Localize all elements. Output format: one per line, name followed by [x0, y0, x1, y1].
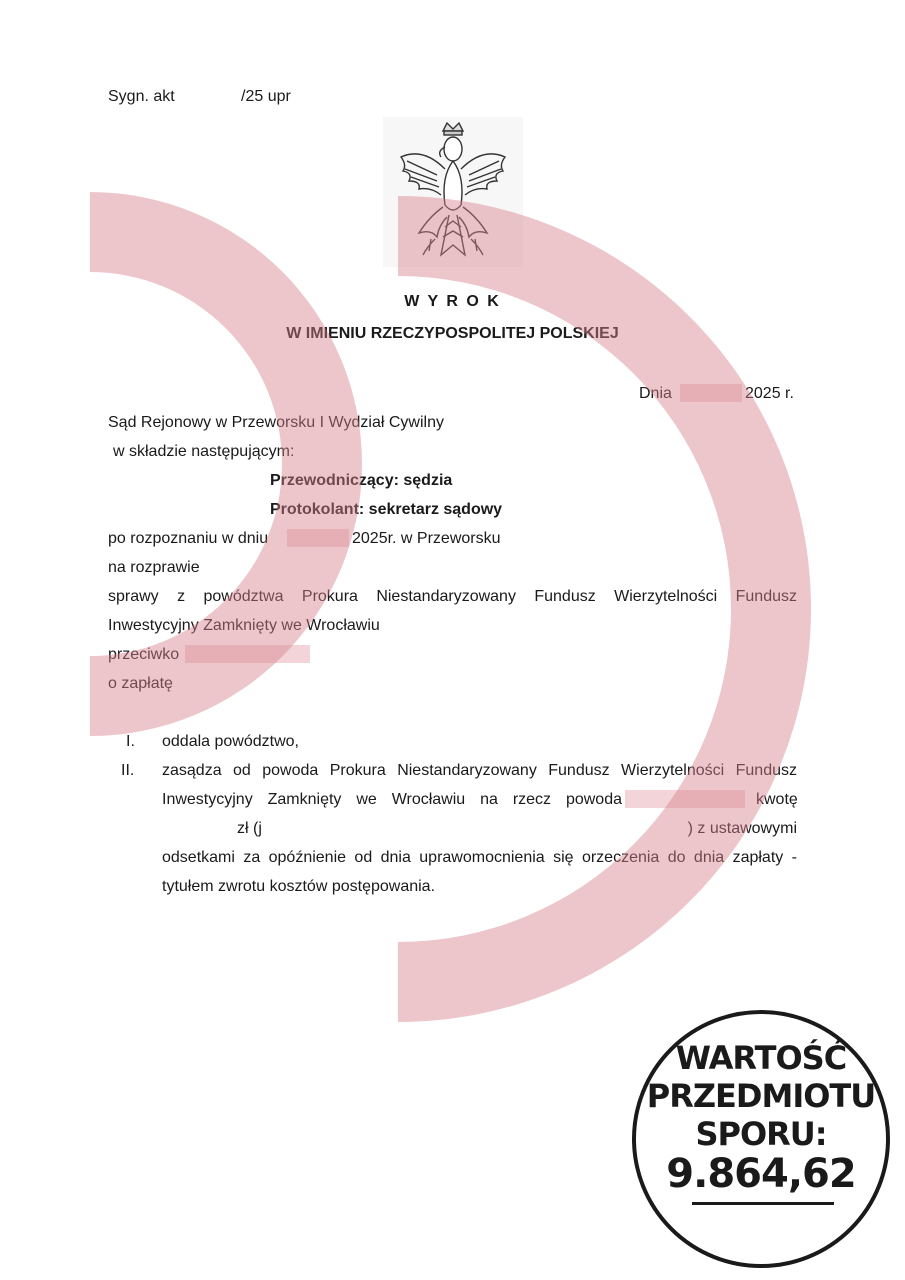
ruling-item-line: zasądza od powoda Prokura Niestandaryzowany Fundusz Wierzytelności Fundusz [162, 762, 797, 779]
case-parties-line2: Inwestycyjny Zamknięty we Wrocławiu [108, 617, 380, 634]
court-composition: w składzie następującym: [113, 443, 295, 460]
date-prefix: Dnia [639, 385, 672, 402]
dispute-value-stamp [632, 1010, 890, 1268]
case-subject: o zapłatę [108, 675, 173, 692]
hearing-type: na rozprawie [108, 559, 200, 576]
ruling-item-line: odsetkami za opóźnienie od dnia uprawomocnienia się orzeczenia do dnia zapłaty - [162, 849, 797, 866]
ruling-amount-start: zł (j [237, 820, 262, 837]
stamp-underline [692, 1202, 834, 1205]
ruling-item-number: I. [126, 733, 135, 750]
court-name: Sąd Rejonowy w Przeworsku I Wydział Cywilny [108, 414, 444, 431]
judgment-subtitle: W IMIENIU RZECZYPOSPOLITEJ POLSKIEJ [286, 325, 619, 342]
hearing-date-prefix: po rozpoznaniu w dniu [108, 530, 269, 547]
defendant-label: przeciwko [108, 646, 180, 663]
ruling-amount-end: ) z ustawowymi [687, 820, 797, 837]
ruling-item-line: Inwestycyjny Zamknięty we Wrocławiu na rzecz powoda [162, 791, 622, 808]
court-clerk: Protokolant: sekretarz sądowy [270, 501, 503, 518]
stamp-value: 9.864,62 [666, 1151, 856, 1197]
presiding-judge: Przewodniczący: sędzia [270, 472, 453, 489]
date-suffix: 2025 r. [745, 385, 794, 402]
case-parties-line1: sprawy z powództwa Prokura Niestandaryzowany Fundusz Wierzytelności Fundusz [108, 588, 797, 605]
stamp-line-1: WARTOŚĆ [675, 1039, 847, 1077]
ruling-item-line-end: kwotę [756, 791, 798, 808]
case-signature-suffix: /25 upr [241, 88, 291, 105]
redaction-date [680, 384, 742, 402]
ruling-item-line: tytułem zwrotu kosztów postępowania. [162, 878, 436, 895]
redaction-plaintiff [625, 790, 745, 808]
judgment-title: W Y R O K [404, 293, 501, 310]
case-signature-prefix: Sygn. akt [108, 88, 175, 105]
stamp-line-2: PRZEDMIOTU [646, 1077, 876, 1115]
hearing-date-suffix: 2025r. w Przeworsku [352, 530, 501, 547]
stamp-line-3: SPORU: [695, 1115, 827, 1153]
polish-eagle-emblem-icon [383, 117, 523, 267]
redaction-hearing-date [287, 529, 349, 547]
ruling-item-text: oddala powództwo, [162, 733, 299, 750]
ruling-item-number: II. [121, 762, 135, 779]
redaction-defendant [185, 645, 310, 663]
